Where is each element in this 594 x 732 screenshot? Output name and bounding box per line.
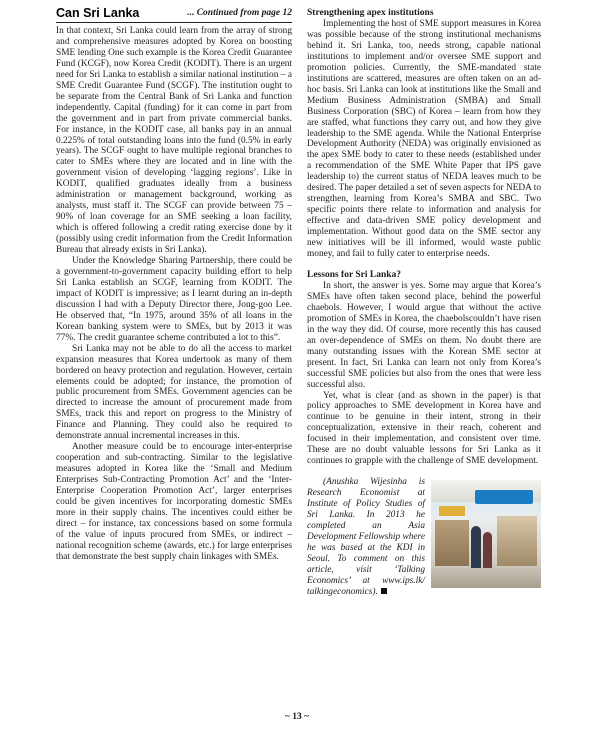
paragraph: Implementing the host of SME support measures in Korea was possible because of the strong institutional mechanisms behind it. Sri Lanka, too, needs strong, capable national institutions to implement and/or oversee SME support and promotion policies. Currently, the SME-mandated state institutions are scattered, measures are often taken on an ad-hoc basis. Sri Lanka can look at institutions like the Small and Medium Business Administration (SMBA) and Small Business Corporation (SBC) of Korea – learn from how they are staffed, what functions they carry out, and how they give leadership to the SME agenda. While the National Enterprise Development Authority (NEDA) was originally envisioned as the apex SME body to cater to these needs (established under a recommendation of the SME White Paper that IPS gave leadership to) the current status of NEDA leaves much to be desired. The paper detailed a set of seven aspects for NEDA to strengthen, learning from Korea’s SMBA and SBC. Two specific points there relate to information and analysis for effective and data-driven SME policy development and implementation. Without good data on the SME sector any new initiatives will be ill informed, would waste public money, and fail to fully cater to enterprise needs. xyxy=(307,19,541,260)
paragraph: Another measure could be to encourage inter-enterprise cooperation and sub-contracting. Similar to the legislative measures adopted in Korea like the ‘Small and Medium Enterprises Sub-Contracting Promotion Act’ and the ‘Inter-Enterprise Cooperation Promotion Act’, larger enterprises could be given incentives for incorporating domestic SMEs more in their supply chains. The incentives could either be direct – for instance, tax concessions based on some formula of the value of inputs procured from SMEs, or indirect – national recognition scheme (awards, etc.) for large enterprises that demonstrate the best supply chain linkages with SMEs. xyxy=(56,442,292,562)
end-mark-icon xyxy=(381,588,387,594)
left-column xyxy=(56,26,292,563)
right-column xyxy=(307,8,541,598)
market-photo xyxy=(431,480,541,588)
continued-note: ... Continued from page 12 xyxy=(187,8,292,18)
paragraph: Sri Lanka may not be able to do all the access to market expansion measures that Korea undertook as many of them bordered on heavy protection and regulation. However, certain elements could be adopted; for instance, the promotion of public procurement from SMEs. Government agencies can be directed to increase the amount of procurement made from SMEs, track this and report on progress to the Ministry of Finance and Planning. They could also be required to demonstrate annual incremental increases in this. xyxy=(56,343,292,442)
paragraph: Under the Knowledge Sharing Partnership, there could be a government-to-government capacity building effort to help Sri Lanka establish an SCGF, learning from KODIT. The impact of KODIT is impressive; as I learnt during an in-depth discussion I had with a Deputy Director there, Jong-goo Lee. He observed that, “In 1975, around 35% of all loans in the Korean banking system were to SMEs, but by 2013 it was 77%. The credit guarantee scheme contributed a lot to this”. xyxy=(56,256,292,343)
section-heading: Lessons for Sri Lanka? xyxy=(307,269,402,280)
paragraph: In that context, Sri Lanka could learn from the array of strong and comprehensive measures adopted by Korea on boosting SME lending One such example is the Korea Credit Guarantee Fund (KCGF), now Korea Credit (KODIT). There is an urgent need for Sri Lanka to establish a similar national institution – a SME Credit Guarantee Fund (SCGF). The institution ought to be separate from the Central Bank of Sri Lanka and function independently. Capital (funding) for it can come in part from the government and in part from private commercial banks. For instance, in the KODIT case, all banks pay in an annual 0.225% of total outstanding loans into the fund (0.5% in early years). The SCGF ought to have multiple regional branches to cater to SMEs where they are located and in line with the government vision of developing ‘lagging regions’. Like in KODIT, qualified graduates ideally from a business administration or management background, working as analysts, must staff it. The SCGF can provide between 75 – 90% of loan coverage for an SME seeking a loan facility, which is offered following a credit rating exercise done by it (possibly using credit information from the Credit Information Bureau that already exists in Sri Lanka). xyxy=(56,26,292,256)
paragraph: Yet, what is clear (and as shown in the paper) is that policy approaches to SME development in Korea have and continue to be genuine in their intent, strong in their conceptualization, extensive in their reach, coherent and focused in their implementation, and consistent over time. These are no doubt valuable lessons for Sri Lanka as it continues to grapple with the challenge of SME development. xyxy=(307,390,541,467)
article-header xyxy=(56,6,292,22)
header-rule xyxy=(56,22,292,23)
author-note-block xyxy=(307,477,541,597)
author-note: (Anushka Wijesinha is Research Economist at Institute of Policy Studies of Sri Lanka. In 2013 he completed an Asia Development Fellowship where he was based at the KDI in Seoul. To comment on this article, visit ‘Talking Economics’ at www.ips.lk/ talkingeconomics). xyxy=(307,477,425,597)
page-number: ~ 13 ~ xyxy=(284,712,310,722)
article-title: Can Sri Lanka xyxy=(56,6,140,20)
paragraph: In short, the answer is yes. Some may argue that Korea’s SMEs have often taken second place, behind the powerful chaebols. However, I would argue that without the active promotion of SMEs in Korea, the chaebolscouldn’t have risen in the way they did. Of course, more recently this has caused an over-dependence of SMEs on them. No doubt there are many outstanding issues with the Korean SME sector at present. In fact, Sri Lanka can learn not only from Korea’s successful SME policies but also from the ones that were less successful also. xyxy=(307,280,541,390)
section-heading: Strengthening apex institutions xyxy=(307,8,434,18)
